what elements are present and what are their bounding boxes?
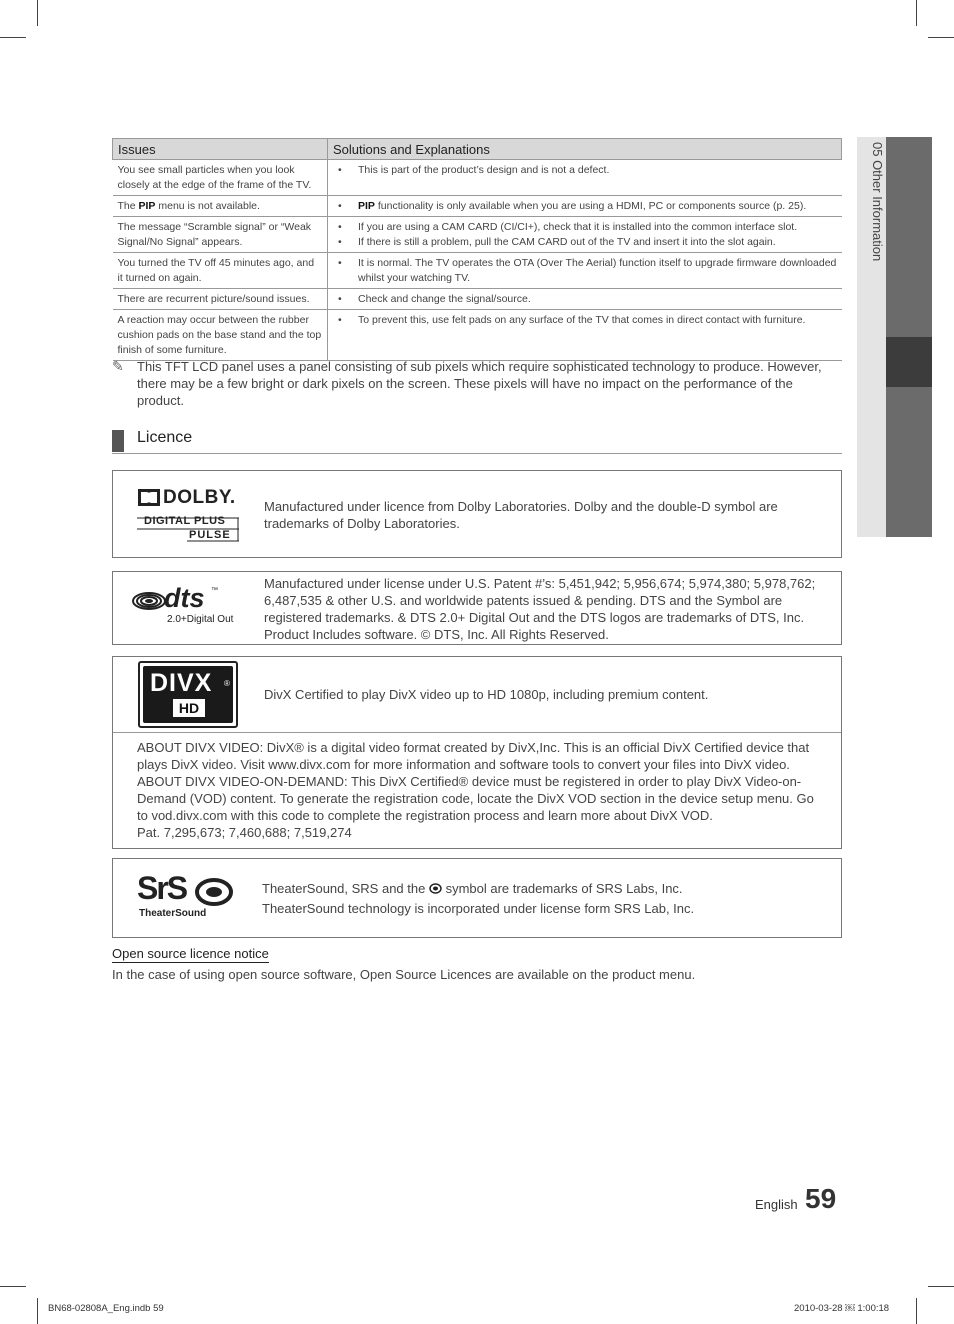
solution-item: • To prevent this, use felt pads on any surface of the TV that comes in direct contact with furniture. <box>358 313 837 328</box>
solution-item: • This is part of the product’s design and is not a defect. <box>358 163 837 178</box>
header-solutions: Solutions and Explanations <box>328 139 842 160</box>
licence-section-heading <box>112 429 842 454</box>
crop-mark <box>37 0 38 26</box>
issue-cell: You turned the TV off 45 minutes ago, and it turned on again. <box>113 253 328 289</box>
srs-symbol-icon <box>429 883 442 894</box>
issue-bold-text: PIP <box>138 200 156 212</box>
solution-cell <box>328 310 842 361</box>
issue-text: menu is not available. <box>155 200 260 212</box>
issue-cell: A reaction may occur between the rubber cushion pads on the base stand and the top finish of some furniture. <box>113 310 328 361</box>
solution-item: • If there is still a problem, pull the CAM CARD out of the TV and insert it into the slot again. <box>358 235 837 250</box>
note-block <box>112 358 842 409</box>
note-pencil-icon: ✎ <box>112 358 124 374</box>
srs-text-line1 <box>262 880 832 897</box>
divx-licence-box <box>112 656 842 849</box>
solution-cell <box>328 160 842 196</box>
divx-logo <box>138 661 238 728</box>
dts-licence-box <box>112 571 842 645</box>
crop-mark <box>928 1286 954 1287</box>
dolby-logo-word: DOLBY. <box>163 487 236 508</box>
srs-text-post: symbol are trademarks of SRS Labs, Inc. <box>441 881 683 896</box>
divx-certified-text: DivX Certified to play DivX video up to HD 1080p, including premium content. <box>264 687 709 702</box>
dts-logo-sub: 2.0+Digital Out <box>167 614 234 625</box>
divx-logo-reg: ® <box>224 679 230 688</box>
footer-language: English <box>755 1197 798 1212</box>
solution-bold-text: PIP <box>358 200 375 212</box>
dolby-logo <box>137 488 241 543</box>
open-source-text: In the case of using open source software, Open Source Licences are available on the product menu. <box>112 967 696 982</box>
dts-logo <box>131 583 236 629</box>
solution-cell <box>328 196 842 217</box>
heading-bar-icon <box>112 430 124 452</box>
srs-text-line2: TheaterSound technology is incorporated under license form SRS Lab, Inc. <box>262 901 695 916</box>
issue-cell: The message “Scramble signal” or “Weak Signal/No Signal” appears. <box>113 217 328 253</box>
dts-logo-word: dts <box>164 583 205 613</box>
table-row <box>113 196 842 217</box>
table-row <box>113 253 842 289</box>
table-header-row <box>113 139 842 160</box>
table-row <box>113 289 842 310</box>
crop-mark <box>916 1298 917 1324</box>
issue-text: The <box>117 200 139 212</box>
divx-logo-hd: HD <box>173 699 205 717</box>
divx-logo-word: DIVX <box>150 669 213 697</box>
dolby-licence-box <box>112 470 842 558</box>
header-issues: Issues <box>113 139 328 160</box>
srs-text-pre: TheaterSound, SRS and the <box>262 881 429 896</box>
divx-patents-text: Pat. 7,295,673; 7,460,688; 7,519,274 <box>137 825 352 840</box>
solution-text: functionality is only available when you are using a HDMI, PC or components source (p. 25). <box>374 200 807 212</box>
open-source-title: Open source licence notice <box>112 946 269 961</box>
crop-mark <box>916 0 917 26</box>
solution-cell <box>328 289 842 310</box>
crop-mark <box>37 1298 38 1324</box>
table-row <box>113 160 842 196</box>
crop-mark <box>0 37 26 38</box>
note-text: This TFT LCD panel uses a panel consisting of sub pixels which require sophisticated technology to produce. However, there may be a few bright or dark pixels on the screen. These pixels will have no impact on the performance of the product. <box>137 359 822 408</box>
divx-top-section <box>113 657 841 733</box>
dolby-licence-text: Manufactured under licence from Dolby Laboratories. Dolby and the double-D symbol are trademarks of Dolby Laboratories. <box>264 499 778 531</box>
solution-item: • Check and change the signal/source. <box>358 292 837 307</box>
table-row <box>113 310 842 361</box>
licence-heading-text: Licence <box>137 429 193 446</box>
srs-logo-sub: TheaterSound <box>139 908 207 919</box>
issue-cell <box>113 196 328 217</box>
crop-mark <box>0 1286 26 1287</box>
srs-logo <box>137 870 237 922</box>
solution-cell <box>328 217 842 253</box>
dts-licence-text: Manufactured under license under U.S. Patent #’s: 5,451,942; 5,956,674; 5,974,380; 5,978,762; 6,487,535 & other U.S. and worldwide patents issued & pending. DTS and the Symbol are registered trademarks. & DTS 2.0+ Digital Out and the DTS logos are trademarks of DTS, Inc. Product Includes software. © DTS, Inc. All Rights Reserved. <box>264 576 816 642</box>
solution-cell <box>328 253 842 289</box>
dolby-logo-line2: DIGITAL PLUS <box>144 515 226 527</box>
page-number: 59 <box>805 1183 837 1214</box>
chapter-side-tab <box>857 137 932 537</box>
crop-mark <box>928 37 954 38</box>
side-tab-active-marker <box>886 337 932 387</box>
srs-logo-word: SrS <box>137 870 187 906</box>
table-row <box>113 217 842 253</box>
solution-item: • If you are using a CAM CARD (CI/CI+), check that it is installed into the common interface slot. <box>358 220 837 235</box>
side-tab-label: 05 Other Information <box>870 142 885 262</box>
print-info-left: BN68-02808A_Eng.indb 59 <box>48 1303 164 1314</box>
print-info-right: 2010-03-28 ￼ 1:00:18 <box>794 1303 890 1314</box>
issue-cell: There are recurrent picture/sound issues. <box>113 289 328 310</box>
dolby-logo-line3: PULSE <box>189 529 231 541</box>
divx-about-text: ABOUT DIVX VIDEO: DivX® is a digital video format created by DivX,Inc. This is an official DivX Certified device that plays DivX video. Visit www.divx.com for more information and software tools to convert your files into DivX video. ABOUT DIVX VIDEO-ON-DEMAND: This DivX Certified® device must be registered in order to play DivX Video-on-Demand (VOD) content. To generate the registration code, locate the DivX VOD section in the device setup menu. Go to vod.divx.com with this code to complete the registration process and learn more about DivX VOD. <box>137 740 814 823</box>
dts-logo-tm: ™ <box>211 587 218 594</box>
srs-licence-box <box>112 858 842 938</box>
issue-cell: You see small particles when you look closely at the edge of the frame of the TV. <box>113 160 328 196</box>
srs-circle-icon <box>195 878 235 908</box>
troubleshooting-table <box>112 138 842 361</box>
solution-item: • It is normal. The TV operates the OTA (Over The Aerial) function itself to upgrade firmware downloaded whilst your watching TV. <box>358 256 837 286</box>
solution-item <box>358 199 837 214</box>
